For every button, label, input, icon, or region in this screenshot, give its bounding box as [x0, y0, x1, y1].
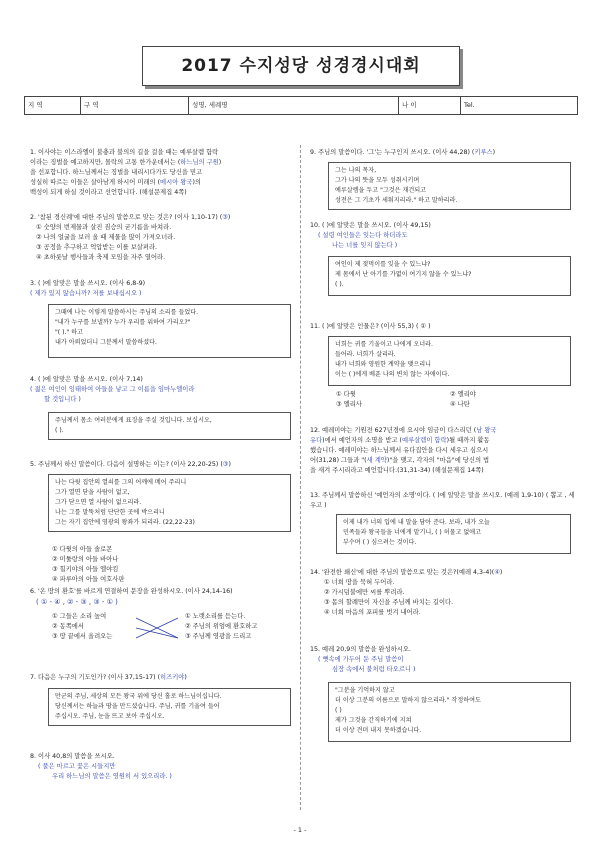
- question-4: 4. ( )에 알맞은 말을 쓰시오. (이사 7,14) ( 젊은 여인이 잉태하여 아들을 낳고 그 이름을 임마누엘이라 할 것입니다 ): [30, 375, 295, 405]
- question-11-options-a: ① 다윗 ③ 엘리사: [336, 391, 362, 408]
- question-8: 8. 이사 40,8의 말씀을 쓰시오. ( 풀은 마르고 꽃은 시들지만 우리 하느님의 말씀은 영원히 서 있으리라. ): [30, 752, 295, 782]
- answer: ( ① - ④ , ② - ③ , ③ - ① ): [36, 598, 118, 606]
- scripture-box: 나는 다윗 집안의 열쇠를 그의 어깨에 메어 주리니 그가 열면 닫을 사람이 없고, 그가 닫으면 열 사람이 없으리라. 나는 그를 말뚝처럼 단단한 곳에 박으리니 그는 자기 집안에 영광의 왕좌가 되리라. (22,22-23): [48, 474, 291, 532]
- page-number: - 1 -: [293, 826, 307, 834]
- question-5: 5. 주님께서 하신 말씀이다. 다음이 설명하는 이는? (이사 22,20-25) (③): [30, 461, 231, 468]
- question-9: 9. 주님의 말씀이다. '그'는 누구인지 쓰시오. (이사 44,28) (키루스): [310, 149, 496, 156]
- scripture-box: 너희는 귀를 기울이고 나에게 오너라. 들어라. 너희가 살리라. 내가 너희와 영원한 계약을 맺으리니 이는 ( )에게 베푼 나의 변치 않는 자애이다.: [328, 336, 571, 386]
- question-1: 1. 이사야는 이스라엘이 불충과 불의의 길을 걸을 때는 예루살렘 함락 이라는 징벌을 예고하지만, 몰락의 고통 한가운데서는 (하느님의 구원) 을 선포합니다. 하느님께서는 징벌을 내리시다가도 당신을 믿고 성실히 따르는 이들은 살아남게 하시어 미래의 (메시아 왕국)의 백성이 되게 하실 것이라고 선언합니다. (해설문제집 4쪽): [30, 149, 222, 196]
- question-14: 14. '완전한 쇄신'에 대한 주님의 말씀으로 맞는 것은?(예레 4,3-4)(④) ① 너희 땅을 묵혀 두어라. ② 가시덤불에만 씨를 뿌려라. ③ 몸의 할례만이 자신을 주님께 바치는 길이다. ④ 너희 마음의 포피를 벗겨 내어라.: [310, 569, 503, 616]
- info-header: [24, 96, 578, 115]
- scripture-box: "그분을 기억하지 않고 더 이상 그분의 이름으로 말하지 않으리라." 작정하여도 ( ) 제가 그것을 간직하기에 지쳐 더 이상 견뎌 내지 못하겠습니다.: [328, 682, 571, 742]
- question-11: 11. ( )에 알맞은 인물은? (이사 55,3) ( ① ): [310, 323, 431, 330]
- age-field[interactable]: 나 이: [399, 97, 461, 114]
- scripture-box: 그때에 나는 이렇게 말씀하시는 주님의 소리를 들었다. "내가 누구를 보낼까? 누가 우리를 위하여 가리오?" "( )." 하고 내가 아뢰었더니 그분께서 말씀하셨다.: [48, 304, 291, 358]
- scripture-box: 그는 나의 목자, 그가 나의 뜻을 모두 성취시키며 예루살렘을 두고 "그것은 재건되고 성전은 그 기초가 세워지리라." 하고 말하리라.: [328, 162, 571, 210]
- question-10: 10. ( )에 알맞은 말을 쓰시오. (이사 49,15) ( 설령 여인들은 잊는다 하더라도 나는 너를 잊지 않는다 ): [310, 221, 575, 251]
- district-field[interactable]: 구 역: [81, 97, 189, 114]
- answer: ( 풀은 마르고 꽃은 시들지만: [38, 763, 116, 770]
- scripture-box: 여인이 제 젖먹이를 잊을 수 있느냐? 제 몸에서 난 아기를 가엾이 여기지 않을 수 있느냐? ( ).: [328, 256, 571, 296]
- scripture-box: 만군의 주님, 세상의 모든 왕국 위에 당신 홀로 하느님이십니다. 당신께서는 하늘과 땅을 만드셨습니다. 주님, 귀를 기울여 들어 주십시오. 주님, 눈을 뜨고 보아 주십시오.: [48, 688, 291, 726]
- match-left: ① 그들은 소리 높여 ② 동쪽에서 ③ 땅 끝에서 올려오는: [52, 613, 113, 640]
- match-lines: [134, 613, 182, 645]
- question-12: 12. 예레미야는 기원전 627년경에 요시야 임금이 다스리던 (남 왕국 유다)에서 예언자의 소명을 받고 (예루살렘이 함락)될 때까지 활동 했습니다. 예레미야는 하느님께서 유다집안을 다시 세우고 심으시 어(31,28) 그들과 "(새 계약)"을 맺고, 각자의 "마음"에 당신의 법 을 새겨 주시리라고 예언합니다.(31,31-34) (해설문제집 14쪽): [310, 427, 497, 474]
- question-7: 7. 다음은 누구의 기도인가? (이사 37,15-17) (히즈키야): [30, 674, 187, 681]
- scripture-box: 이제 내가 너의 입에 내 말을 담아 준다. 보라, 내가 오늘 민족들과 왕국들을 너에게 맡기니, ( ) 허물고 없애고 부수며 ( ) 심으려는 것이다.: [336, 514, 571, 554]
- question-6: 6. '온 땅의 환호'를 바르게 연결하여 문장을 완성하시오. (이사 24,14-16) ( ① - ④ , ② - ③ , ③ - ① ): [30, 587, 295, 607]
- answer: ( 뼛속에 가두어 둔 주님 말씀이: [318, 656, 404, 663]
- column-divider: [300, 145, 301, 810]
- question-3: 3. ( )에 알맞은 말을 쓰시오. (이사 6,8-9) ( 제가 있지 않습니까? 저를 보내십시오 ): [30, 279, 295, 299]
- match-right: ① 노랫소리를 듣는다. ② 주님의 위엄에 환호하고 ③ 주님께 영광을 드리고: [185, 613, 258, 640]
- answer: ( 제가 있지 않습니까? 저를 보내십시오 ): [30, 290, 142, 297]
- region-field[interactable]: 지 역: [25, 97, 81, 114]
- question-11-options-b: ② 엘리야 ④ 나탄: [450, 391, 476, 408]
- question-13: 13. 주님께서 말씀하신 '예언자의 소명'이다. ( )에 알맞은 말을 쓰시오. (예레 1,9-10) ( 뽑고 , 세우고 ): [310, 492, 575, 509]
- question-5-options: ① 다윗의 아들 솔로몬 ② 미툴랑의 아들 바아나 ③ 힐키야의 아들 엘야킴 ④ 파루아의 아들 여호사판: [52, 546, 125, 583]
- scripture-box: 주님께서 몸소 여러분에게 표징을 주실 것입니다. 보십시오, ( ).: [48, 412, 291, 440]
- tel-field[interactable]: Tel.: [464, 101, 475, 109]
- page-title: 2017 수지성당 성경경시대회: [142, 46, 460, 86]
- question-15: 15. 예레 20,9의 말씀을 완성하시오. ( 뼛속에 가두어 둔 주님 말씀이 심장 속에서 불처럼 타오르니 ): [310, 645, 575, 675]
- question-2: 2. '참된 경신례'에 대한 주님의 말씀으로 맞는 것은? (이사 1,10-17) (③) ① 숫양의 번제물과 살진 짐승의 굳기름을 바쳐라. ② 나의 얼굴을 보러 올 때 제물을 많이 가져오너라. ③ 공정을 추구하고 억압받는 이를 보살펴라. ④ 초하룻날 행사들과 축제 모임을 자주 열어라.: [30, 214, 231, 261]
- name-field[interactable]: 성명, 세례명: [189, 97, 399, 114]
- answer: ( 설령 여인들은 잊는다 하더라도: [318, 232, 408, 239]
- answer: ( 젊은 여인이 잉태하여 아들을 낳고 그 이름을 임마누엘이라: [30, 386, 195, 393]
